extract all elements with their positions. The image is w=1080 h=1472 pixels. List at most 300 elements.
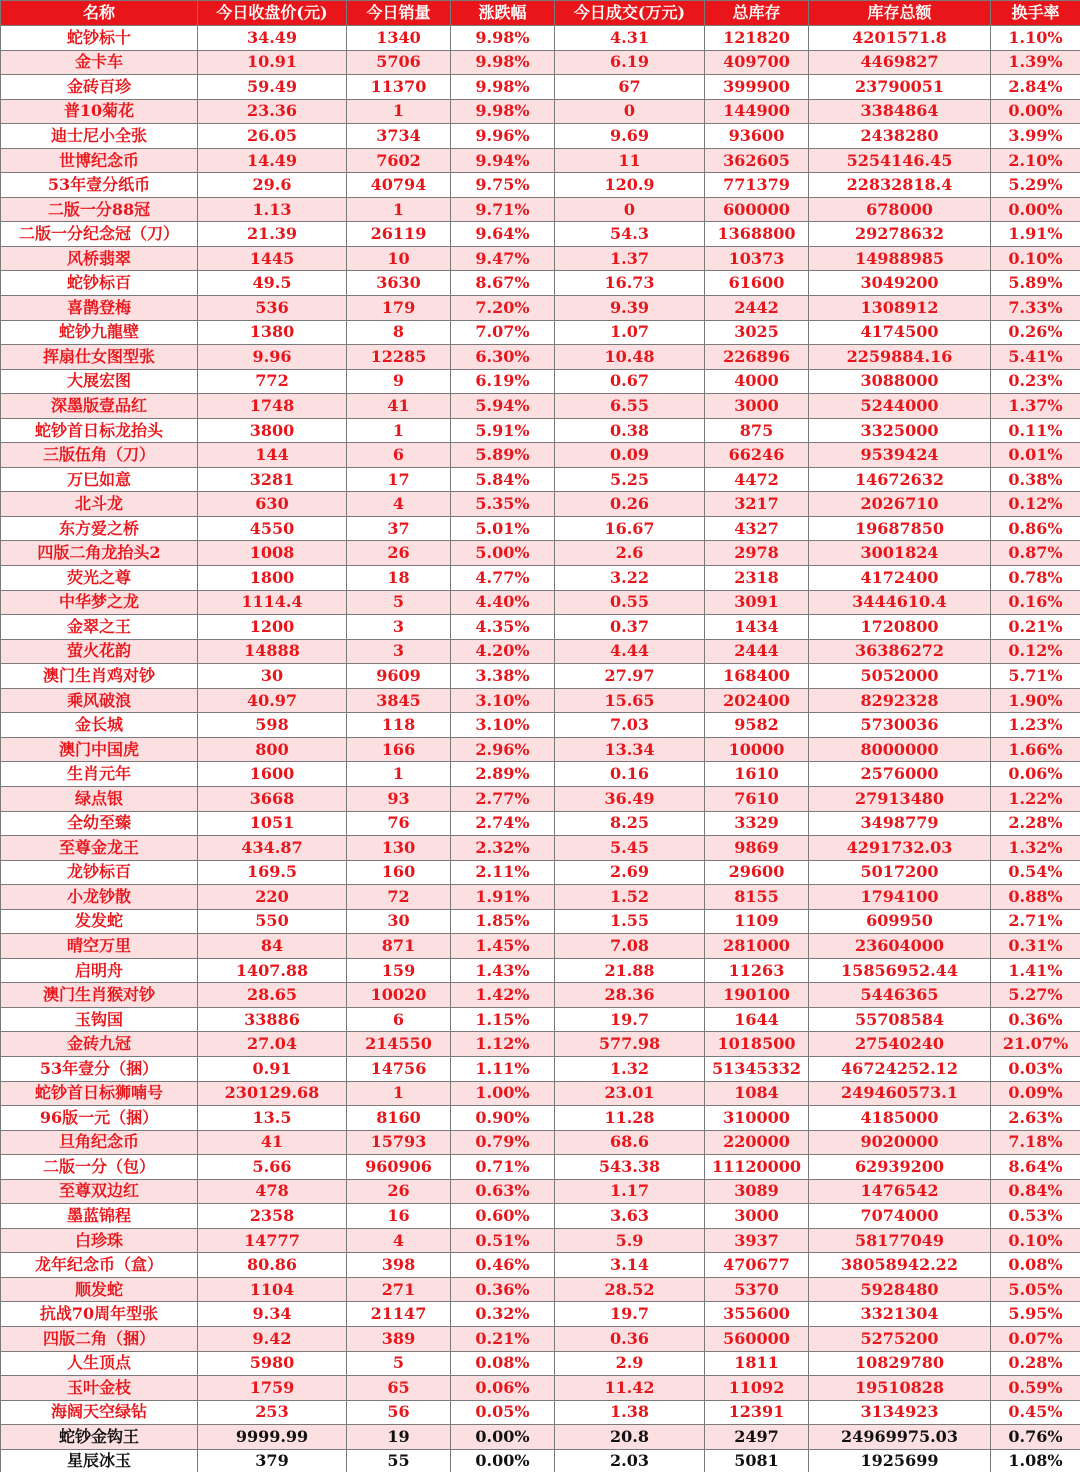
cell-name: 小龙钞散 bbox=[1, 885, 198, 910]
cell-close-price: 14777 bbox=[198, 1228, 347, 1253]
cell-turnover-rate: 0.84% bbox=[991, 1179, 1080, 1204]
cell-change-percent: 0.46% bbox=[451, 1253, 555, 1278]
cell-change-percent: 0.60% bbox=[451, 1204, 555, 1229]
cell-sales-volume: 160 bbox=[347, 860, 451, 885]
cell-close-price: 772 bbox=[198, 369, 347, 394]
cell-turnover-amount: 6.55 bbox=[555, 394, 705, 419]
cell-turnover-rate: 5.95% bbox=[991, 1302, 1080, 1327]
cell-close-price: 30 bbox=[198, 664, 347, 689]
cell-sales-volume: 21147 bbox=[347, 1302, 451, 1327]
header-change-percent[interactable]: 涨跌幅 bbox=[451, 1, 555, 26]
table-row[interactable] bbox=[1, 1032, 1080, 1057]
cell-turnover-rate: 0.87% bbox=[991, 541, 1080, 566]
cell-stock-value: 3325000 bbox=[809, 418, 991, 443]
cell-stock-value: 5244000 bbox=[809, 394, 991, 419]
header-total-stock[interactable]: 总库存 bbox=[705, 1, 809, 26]
cell-stock-value: 23790051 bbox=[809, 75, 991, 100]
table-row[interactable] bbox=[1, 811, 1080, 836]
table-row[interactable] bbox=[1, 173, 1080, 198]
table-row[interactable] bbox=[1, 860, 1080, 885]
cell-sales-volume: 3630 bbox=[347, 271, 451, 296]
header-name[interactable]: 名称 bbox=[1, 1, 198, 26]
cell-stock-value: 4174500 bbox=[809, 320, 991, 345]
cell-turnover-rate: 0.53% bbox=[991, 1204, 1080, 1229]
cell-name: 星辰冰玉 bbox=[1, 1449, 198, 1472]
table-row[interactable] bbox=[1, 836, 1080, 861]
cell-total-stock: 144900 bbox=[705, 99, 809, 124]
table-row[interactable] bbox=[1, 467, 1080, 492]
cell-total-stock: 11263 bbox=[705, 958, 809, 983]
table-body bbox=[1, 26, 1080, 1472]
cell-turnover-amount: 9.69 bbox=[555, 124, 705, 149]
cell-close-price: 5.66 bbox=[198, 1155, 347, 1180]
cell-close-price: 478 bbox=[198, 1179, 347, 1204]
table-row[interactable] bbox=[1, 1302, 1080, 1327]
cell-change-percent: 0.00% bbox=[451, 1425, 555, 1450]
cell-total-stock: 93600 bbox=[705, 124, 809, 149]
cell-name: 顺发蛇 bbox=[1, 1277, 198, 1302]
cell-stock-value: 1720800 bbox=[809, 615, 991, 640]
header-turnover-rate[interactable]: 换手率 bbox=[991, 1, 1080, 26]
cell-total-stock: 1644 bbox=[705, 1007, 809, 1032]
cell-turnover-rate: 0.28% bbox=[991, 1351, 1080, 1376]
cell-sales-volume: 179 bbox=[347, 296, 451, 321]
cell-sales-volume: 56 bbox=[347, 1400, 451, 1425]
cell-change-percent: 4.40% bbox=[451, 590, 555, 615]
cell-total-stock: 66246 bbox=[705, 443, 809, 468]
cell-change-percent: 5.01% bbox=[451, 516, 555, 541]
cell-close-price: 1748 bbox=[198, 394, 347, 419]
cell-total-stock: 2444 bbox=[705, 639, 809, 664]
cell-sales-volume: 19 bbox=[347, 1425, 451, 1450]
cell-turnover-rate: 0.54% bbox=[991, 860, 1080, 885]
cell-total-stock: 310000 bbox=[705, 1106, 809, 1131]
table-row[interactable] bbox=[1, 99, 1080, 124]
cell-close-price: 1407.88 bbox=[198, 958, 347, 983]
table-row[interactable] bbox=[1, 246, 1080, 271]
table-row[interactable] bbox=[1, 124, 1080, 149]
cell-stock-value: 27540240 bbox=[809, 1032, 991, 1057]
table-row[interactable] bbox=[1, 1179, 1080, 1204]
cell-name: 金砖九冠 bbox=[1, 1032, 198, 1057]
cell-stock-value: 3321304 bbox=[809, 1302, 991, 1327]
cell-stock-value: 24969975.03 bbox=[809, 1425, 991, 1450]
cell-sales-volume: 3734 bbox=[347, 124, 451, 149]
cell-change-percent: 0.08% bbox=[451, 1351, 555, 1376]
cell-sales-volume: 4 bbox=[347, 1228, 451, 1253]
cell-total-stock: 7610 bbox=[705, 786, 809, 811]
cell-name: 96版一元（捆） bbox=[1, 1106, 198, 1131]
cell-change-percent: 1.43% bbox=[451, 958, 555, 983]
cell-stock-value: 3384864 bbox=[809, 99, 991, 124]
cell-turnover-rate: 0.08% bbox=[991, 1253, 1080, 1278]
cell-total-stock: 220000 bbox=[705, 1130, 809, 1155]
cell-close-price: 41 bbox=[198, 1130, 347, 1155]
cell-close-price: 1008 bbox=[198, 541, 347, 566]
cell-sales-volume: 871 bbox=[347, 934, 451, 959]
cell-close-price: 13.5 bbox=[198, 1106, 347, 1131]
cell-stock-value: 22832818.4 bbox=[809, 173, 991, 198]
cell-total-stock: 9582 bbox=[705, 713, 809, 738]
cell-close-price: 1445 bbox=[198, 246, 347, 271]
table-row[interactable] bbox=[1, 1326, 1080, 1351]
cell-sales-volume: 271 bbox=[347, 1277, 451, 1302]
table-row[interactable] bbox=[1, 664, 1080, 689]
cell-name: 至尊金龙王 bbox=[1, 836, 198, 861]
cell-turnover-rate: 21.07% bbox=[991, 1032, 1080, 1057]
cell-total-stock: 875 bbox=[705, 418, 809, 443]
cell-name: 金长城 bbox=[1, 713, 198, 738]
cell-name: 53年壹分（捆） bbox=[1, 1056, 198, 1081]
cell-turnover-amount: 28.52 bbox=[555, 1277, 705, 1302]
cell-change-percent: 2.96% bbox=[451, 737, 555, 762]
cell-change-percent: 1.91% bbox=[451, 885, 555, 910]
cell-turnover-amount: 0.38 bbox=[555, 418, 705, 443]
cell-total-stock: 4000 bbox=[705, 369, 809, 394]
cell-turnover-amount: 16.67 bbox=[555, 516, 705, 541]
cell-turnover-rate: 5.27% bbox=[991, 983, 1080, 1008]
cell-close-price: 630 bbox=[198, 492, 347, 517]
cell-sales-volume: 12285 bbox=[347, 345, 451, 370]
table-row[interactable] bbox=[1, 1130, 1080, 1155]
cell-turnover-rate: 0.86% bbox=[991, 516, 1080, 541]
cell-total-stock: 1434 bbox=[705, 615, 809, 640]
header-stock-value[interactable]: 库存总额 bbox=[809, 1, 991, 26]
cell-sales-volume: 3845 bbox=[347, 688, 451, 713]
table-row[interactable] bbox=[1, 1081, 1080, 1106]
cell-turnover-amount: 6.19 bbox=[555, 50, 705, 75]
cell-close-price: 1051 bbox=[198, 811, 347, 836]
cell-sales-volume: 1 bbox=[347, 197, 451, 222]
cell-total-stock: 190100 bbox=[705, 983, 809, 1008]
table-row[interactable] bbox=[1, 418, 1080, 443]
table-row[interactable] bbox=[1, 1400, 1080, 1425]
cell-close-price: 1800 bbox=[198, 566, 347, 591]
cell-turnover-rate: 0.38% bbox=[991, 467, 1080, 492]
cell-stock-value: 5254146.45 bbox=[809, 148, 991, 173]
cell-change-percent: 5.91% bbox=[451, 418, 555, 443]
cell-close-price: 9.96 bbox=[198, 345, 347, 370]
cell-turnover-rate: 2.28% bbox=[991, 811, 1080, 836]
cell-total-stock: 362605 bbox=[705, 148, 809, 173]
header-turnover-amount[interactable]: 今日成交(万元) bbox=[555, 1, 705, 26]
header-sales-volume[interactable]: 今日销量 bbox=[347, 1, 451, 26]
cell-change-percent: 0.79% bbox=[451, 1130, 555, 1155]
cell-stock-value: 3001824 bbox=[809, 541, 991, 566]
cell-turnover-amount: 67 bbox=[555, 75, 705, 100]
cell-close-price: 800 bbox=[198, 737, 347, 762]
cell-close-price: 1600 bbox=[198, 762, 347, 787]
cell-total-stock: 1610 bbox=[705, 762, 809, 787]
cell-sales-volume: 26 bbox=[347, 541, 451, 566]
cell-turnover-rate: 5.71% bbox=[991, 664, 1080, 689]
cell-name: 世博纪念币 bbox=[1, 148, 198, 173]
cell-name: 晴空万里 bbox=[1, 934, 198, 959]
cell-turnover-amount: 3.14 bbox=[555, 1253, 705, 1278]
cell-total-stock: 2497 bbox=[705, 1425, 809, 1450]
cell-name: 至尊双边红 bbox=[1, 1179, 198, 1204]
cell-change-percent: 2.11% bbox=[451, 860, 555, 885]
cell-turnover-amount: 7.08 bbox=[555, 934, 705, 959]
cell-close-price: 1200 bbox=[198, 615, 347, 640]
cell-turnover-amount: 19.7 bbox=[555, 1007, 705, 1032]
cell-stock-value: 15856952.44 bbox=[809, 958, 991, 983]
table-row[interactable] bbox=[1, 688, 1080, 713]
cell-turnover-rate: 2.10% bbox=[991, 148, 1080, 173]
cell-name: 喜鹊登梅 bbox=[1, 296, 198, 321]
cell-stock-value: 8000000 bbox=[809, 737, 991, 762]
table-row[interactable] bbox=[1, 885, 1080, 910]
table-row[interactable] bbox=[1, 1253, 1080, 1278]
cell-total-stock: 51345332 bbox=[705, 1056, 809, 1081]
table-row[interactable] bbox=[1, 369, 1080, 394]
cell-turnover-amount: 2.9 bbox=[555, 1351, 705, 1376]
table-row[interactable] bbox=[1, 197, 1080, 222]
cell-stock-value: 58177049 bbox=[809, 1228, 991, 1253]
cell-name: 白珍珠 bbox=[1, 1228, 198, 1253]
cell-stock-value: 2576000 bbox=[809, 762, 991, 787]
cell-total-stock: 3089 bbox=[705, 1179, 809, 1204]
cell-turnover-amount: 7.03 bbox=[555, 713, 705, 738]
cell-turnover-amount: 11.42 bbox=[555, 1376, 705, 1401]
table-row[interactable] bbox=[1, 1007, 1080, 1032]
cell-turnover-amount: 16.73 bbox=[555, 271, 705, 296]
cell-change-percent: 9.98% bbox=[451, 75, 555, 100]
cell-stock-value: 62939200 bbox=[809, 1155, 991, 1180]
cell-sales-volume: 16 bbox=[347, 1204, 451, 1229]
cell-name: 三版伍角（刀） bbox=[1, 443, 198, 468]
table-row[interactable] bbox=[1, 590, 1080, 615]
cell-change-percent: 1.85% bbox=[451, 909, 555, 934]
table-row[interactable] bbox=[1, 222, 1080, 247]
cell-total-stock: 11092 bbox=[705, 1376, 809, 1401]
cell-sales-volume: 960906 bbox=[347, 1155, 451, 1180]
table-row[interactable] bbox=[1, 1228, 1080, 1253]
table-row[interactable] bbox=[1, 320, 1080, 345]
table-row[interactable] bbox=[1, 1425, 1080, 1450]
cell-total-stock: 600000 bbox=[705, 197, 809, 222]
cell-turnover-rate: 0.07% bbox=[991, 1326, 1080, 1351]
cell-turnover-amount: 27.97 bbox=[555, 664, 705, 689]
cell-total-stock: 10373 bbox=[705, 246, 809, 271]
cell-close-price: 3800 bbox=[198, 418, 347, 443]
cell-name: 旦角纪念币 bbox=[1, 1130, 198, 1155]
cell-total-stock: 4327 bbox=[705, 516, 809, 541]
cell-turnover-amount: 0.55 bbox=[555, 590, 705, 615]
cell-change-percent: 6.30% bbox=[451, 345, 555, 370]
table-row[interactable] bbox=[1, 639, 1080, 664]
cell-name: 抗战70周年型张 bbox=[1, 1302, 198, 1327]
cell-stock-value: 9020000 bbox=[809, 1130, 991, 1155]
cell-total-stock: 61600 bbox=[705, 271, 809, 296]
table-row[interactable] bbox=[1, 1155, 1080, 1180]
cell-name: 人生顶点 bbox=[1, 1351, 198, 1376]
cell-name: 蛇钞九龍壁 bbox=[1, 320, 198, 345]
cell-turnover-rate: 5.89% bbox=[991, 271, 1080, 296]
cell-name: 挥扇仕女图型张 bbox=[1, 345, 198, 370]
table-row[interactable] bbox=[1, 516, 1080, 541]
table-row[interactable] bbox=[1, 75, 1080, 100]
cell-turnover-rate: 0.00% bbox=[991, 99, 1080, 124]
cell-turnover-rate: 0.31% bbox=[991, 934, 1080, 959]
cell-stock-value: 4185000 bbox=[809, 1106, 991, 1131]
cell-turnover-rate: 7.18% bbox=[991, 1130, 1080, 1155]
cell-sales-volume: 37 bbox=[347, 516, 451, 541]
table-row[interactable] bbox=[1, 1277, 1080, 1302]
cell-stock-value: 19687850 bbox=[809, 516, 991, 541]
cell-turnover-amount: 2.03 bbox=[555, 1449, 705, 1472]
cell-change-percent: 1.12% bbox=[451, 1032, 555, 1057]
cell-stock-value: 23604000 bbox=[809, 934, 991, 959]
cell-total-stock: 771379 bbox=[705, 173, 809, 198]
table-row[interactable] bbox=[1, 615, 1080, 640]
cell-total-stock: 226896 bbox=[705, 345, 809, 370]
cell-sales-volume: 398 bbox=[347, 1253, 451, 1278]
table-row[interactable] bbox=[1, 50, 1080, 75]
cell-change-percent: 6.19% bbox=[451, 369, 555, 394]
cell-total-stock: 355600 bbox=[705, 1302, 809, 1327]
cell-stock-value: 1476542 bbox=[809, 1179, 991, 1204]
cell-total-stock: 3025 bbox=[705, 320, 809, 345]
cell-turnover-amount: 10.48 bbox=[555, 345, 705, 370]
cell-stock-value: 3444610.4 bbox=[809, 590, 991, 615]
cell-sales-volume: 65 bbox=[347, 1376, 451, 1401]
cell-name: 乘风破浪 bbox=[1, 688, 198, 713]
table-row[interactable] bbox=[1, 1106, 1080, 1131]
cell-name: 启明舟 bbox=[1, 958, 198, 983]
cell-stock-value: 3498779 bbox=[809, 811, 991, 836]
cell-stock-value: 1925699 bbox=[809, 1449, 991, 1472]
cell-total-stock: 12391 bbox=[705, 1400, 809, 1425]
cell-turnover-amount: 4.44 bbox=[555, 639, 705, 664]
cell-close-price: 49.5 bbox=[198, 271, 347, 296]
cell-turnover-amount: 1.32 bbox=[555, 1056, 705, 1081]
table-row[interactable] bbox=[1, 492, 1080, 517]
table-row[interactable] bbox=[1, 541, 1080, 566]
cell-change-percent: 0.00% bbox=[451, 1449, 555, 1472]
cell-change-percent: 3.10% bbox=[451, 713, 555, 738]
cell-change-percent: 4.20% bbox=[451, 639, 555, 664]
table-row[interactable] bbox=[1, 1056, 1080, 1081]
cell-name: 风桥翡翠 bbox=[1, 246, 198, 271]
table-row[interactable] bbox=[1, 909, 1080, 934]
cell-total-stock: 1811 bbox=[705, 1351, 809, 1376]
cell-stock-value: 14988985 bbox=[809, 246, 991, 271]
cell-name: 北斗龙 bbox=[1, 492, 198, 517]
cell-name: 澳门中国虎 bbox=[1, 737, 198, 762]
header-close-price[interactable]: 今日收盘价(元) bbox=[198, 1, 347, 26]
cell-change-percent: 4.35% bbox=[451, 615, 555, 640]
table-row[interactable] bbox=[1, 1449, 1080, 1472]
cell-turnover-rate: 1.23% bbox=[991, 713, 1080, 738]
table-row[interactable] bbox=[1, 443, 1080, 468]
cell-total-stock: 202400 bbox=[705, 688, 809, 713]
table-row[interactable] bbox=[1, 345, 1080, 370]
cell-name: 澳门生肖猴对钞 bbox=[1, 983, 198, 1008]
cell-change-percent: 1.42% bbox=[451, 983, 555, 1008]
cell-stock-value: 4201571.8 bbox=[809, 26, 991, 51]
table-row[interactable] bbox=[1, 566, 1080, 591]
table-row[interactable] bbox=[1, 271, 1080, 296]
cell-total-stock: 29600 bbox=[705, 860, 809, 885]
cell-turnover-amount: 5.25 bbox=[555, 467, 705, 492]
cell-sales-volume: 9609 bbox=[347, 664, 451, 689]
cell-sales-volume: 30 bbox=[347, 909, 451, 934]
cell-sales-volume: 26119 bbox=[347, 222, 451, 247]
cell-name: 蛇钞首日标龙抬头 bbox=[1, 418, 198, 443]
table-row[interactable] bbox=[1, 934, 1080, 959]
table-row[interactable] bbox=[1, 786, 1080, 811]
cell-sales-volume: 8 bbox=[347, 320, 451, 345]
table-row[interactable] bbox=[1, 1204, 1080, 1229]
cell-name: 二版一分88冠 bbox=[1, 197, 198, 222]
cell-sales-volume: 1 bbox=[347, 418, 451, 443]
cell-turnover-amount: 36.49 bbox=[555, 786, 705, 811]
cell-sales-volume: 55 bbox=[347, 1449, 451, 1472]
table-row[interactable] bbox=[1, 26, 1080, 51]
table-row[interactable] bbox=[1, 1351, 1080, 1376]
cell-stock-value: 55708584 bbox=[809, 1007, 991, 1032]
cell-close-price: 10.91 bbox=[198, 50, 347, 75]
cell-change-percent: 9.47% bbox=[451, 246, 555, 271]
cell-change-percent: 3.10% bbox=[451, 688, 555, 713]
cell-change-percent: 9.96% bbox=[451, 124, 555, 149]
cell-close-price: 59.49 bbox=[198, 75, 347, 100]
table-row[interactable] bbox=[1, 1376, 1080, 1401]
cell-change-percent: 1.45% bbox=[451, 934, 555, 959]
cell-sales-volume: 72 bbox=[347, 885, 451, 910]
cell-close-price: 4550 bbox=[198, 516, 347, 541]
cell-stock-value: 19510828 bbox=[809, 1376, 991, 1401]
cell-total-stock: 1109 bbox=[705, 909, 809, 934]
cell-stock-value: 38058942.22 bbox=[809, 1253, 991, 1278]
table-row[interactable] bbox=[1, 148, 1080, 173]
cell-turnover-amount: 28.36 bbox=[555, 983, 705, 1008]
table-row[interactable] bbox=[1, 737, 1080, 762]
cell-change-percent: 0.63% bbox=[451, 1179, 555, 1204]
cell-change-percent: 5.00% bbox=[451, 541, 555, 566]
cell-turnover-rate: 0.21% bbox=[991, 615, 1080, 640]
cell-name: 蛇钞标十 bbox=[1, 26, 198, 51]
cell-turnover-rate: 0.10% bbox=[991, 1228, 1080, 1253]
cell-sales-volume: 130 bbox=[347, 836, 451, 861]
cell-sales-volume: 8160 bbox=[347, 1106, 451, 1131]
cell-stock-value: 5052000 bbox=[809, 664, 991, 689]
cell-close-price: 9999.99 bbox=[198, 1425, 347, 1450]
cell-name: 生肖元年 bbox=[1, 762, 198, 787]
cell-sales-volume: 3 bbox=[347, 615, 451, 640]
cell-name: 四版二角（捆） bbox=[1, 1326, 198, 1351]
cell-turnover-amount: 0.37 bbox=[555, 615, 705, 640]
cell-close-price: 598 bbox=[198, 713, 347, 738]
cell-close-price: 1.13 bbox=[198, 197, 347, 222]
table-row[interactable] bbox=[1, 983, 1080, 1008]
cell-sales-volume: 10 bbox=[347, 246, 451, 271]
cell-close-price: 253 bbox=[198, 1400, 347, 1425]
cell-turnover-amount: 13.34 bbox=[555, 737, 705, 762]
table-row[interactable] bbox=[1, 394, 1080, 419]
table-row[interactable] bbox=[1, 762, 1080, 787]
cell-close-price: 9.42 bbox=[198, 1326, 347, 1351]
cell-name: 澳门生肖鸡对钞 bbox=[1, 664, 198, 689]
table-row[interactable] bbox=[1, 296, 1080, 321]
cell-name: 金翠之王 bbox=[1, 615, 198, 640]
table-row[interactable] bbox=[1, 713, 1080, 738]
cell-sales-volume: 4 bbox=[347, 492, 451, 517]
cell-change-percent: 0.21% bbox=[451, 1326, 555, 1351]
table-row[interactable] bbox=[1, 958, 1080, 983]
cell-total-stock: 4472 bbox=[705, 467, 809, 492]
